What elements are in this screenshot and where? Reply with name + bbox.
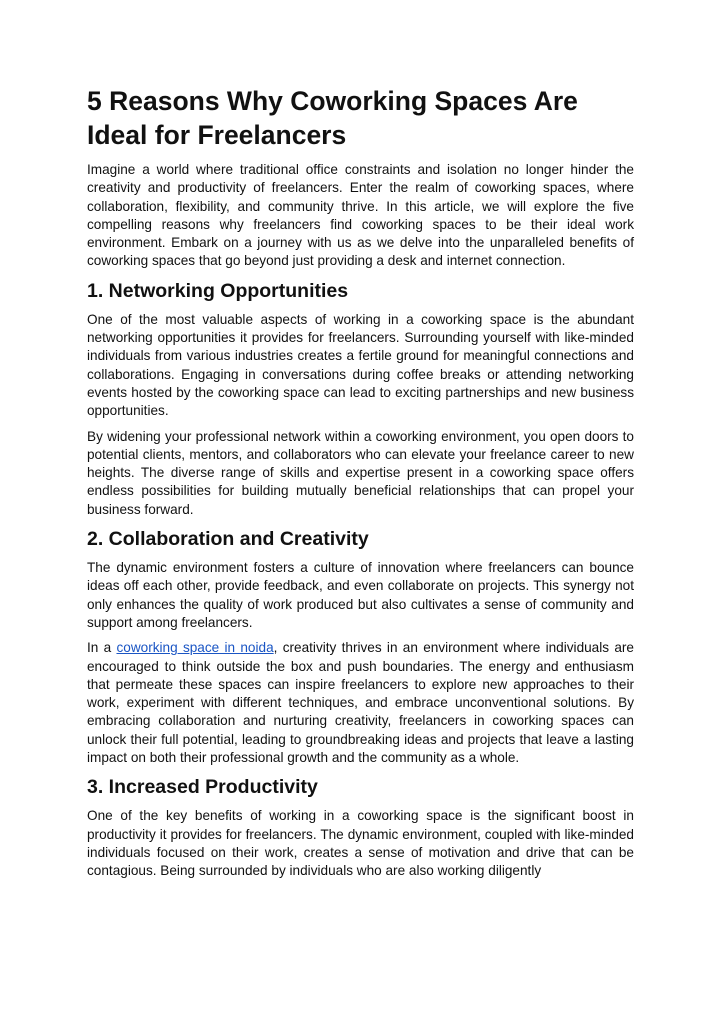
collaboration-paragraph-2-after: , creativity thrives in an environment where individuals are encouraged to think outside the box and push boundaries. The energy and enthusiasm that permeate these spaces can inspire freelancers to explore new approaches to their work, experiment with different techniques, and embrace unconventional solutions. By embracing collaboration and nurturing creativity, freelancers in coworking spaces can unlock their full potential, leading to groundbreaking ideas and projects that leave a lasting impact on both their professional growth and the community as a whole. bbox=[87, 640, 634, 766]
section-heading-productivity: 3. Increased Productivity bbox=[87, 776, 318, 799]
collaboration-paragraph-1: The dynamic environment fosters a culture of innovation where freelancers can bounce ideas off each other, provide feedback, and even collaborate on projects. This synergy not only enhances the quality of work produced but also cultivates a sense of community and support among freelancers. bbox=[87, 560, 634, 630]
section-heading-collaboration: 2. Collaboration and Creativity bbox=[87, 528, 369, 551]
collaboration-paragraph-2 bbox=[87, 639, 634, 767]
coworking-space-link[interactable]: coworking space in noida bbox=[116, 640, 274, 656]
productivity-paragraph-1: One of the key benefits of working in a coworking space is the significant boost in productivity it provides for freelancers. The dynamic environment, coupled with like-minded individuals focused on their work, creates a sense of motivation and drive that can be contagious. Being surrounded by individuals who are also working diligently bbox=[87, 808, 634, 879]
networking-paragraph-2: By widening your professional network within a coworking environment, you open doors to potential clients, mentors, and collaborators who can elevate your freelance career to new heights. The diverse range of skills and expertise present in a coworking space offers endless possibilities for building mutually beneficial relationships that can propel your business forward. bbox=[87, 428, 634, 517]
section-heading-networking: 1. Networking Opportunities bbox=[87, 279, 349, 302]
page-title: 5 Reasons Why Coworking Spaces Are Ideal for Freelancers bbox=[87, 86, 578, 150]
intro-paragraph: Imagine a world where traditional office constraints and isolation no longer hinder the creativity and productivity of freelancers. Enter the realm of coworking spaces, where collaboration, flexibility, and community thrive. In this article, we will explore the five compelling reasons why freelancers find coworking spaces to be their ideal work environment. Embark on a journey with us as we delve into the unparalleled benefits of coworking spaces that go beyond just providing a desk and internet connection. bbox=[87, 162, 634, 269]
collaboration-paragraph-2-before: In a bbox=[87, 640, 117, 656]
document-page bbox=[87, 84, 634, 888]
networking-paragraph-1: One of the most valuable aspects of working in a coworking space is the abundant networking opportunities it provides for freelancers. Surrounding yourself with like-minded individuals from various industries creates a fertile ground for meaningful connections and collaborations. Engaging in conversations during coffee breaks or attending networking events hosted by the coworking space can lead to exciting partnerships and new business opportunities. bbox=[87, 311, 634, 419]
